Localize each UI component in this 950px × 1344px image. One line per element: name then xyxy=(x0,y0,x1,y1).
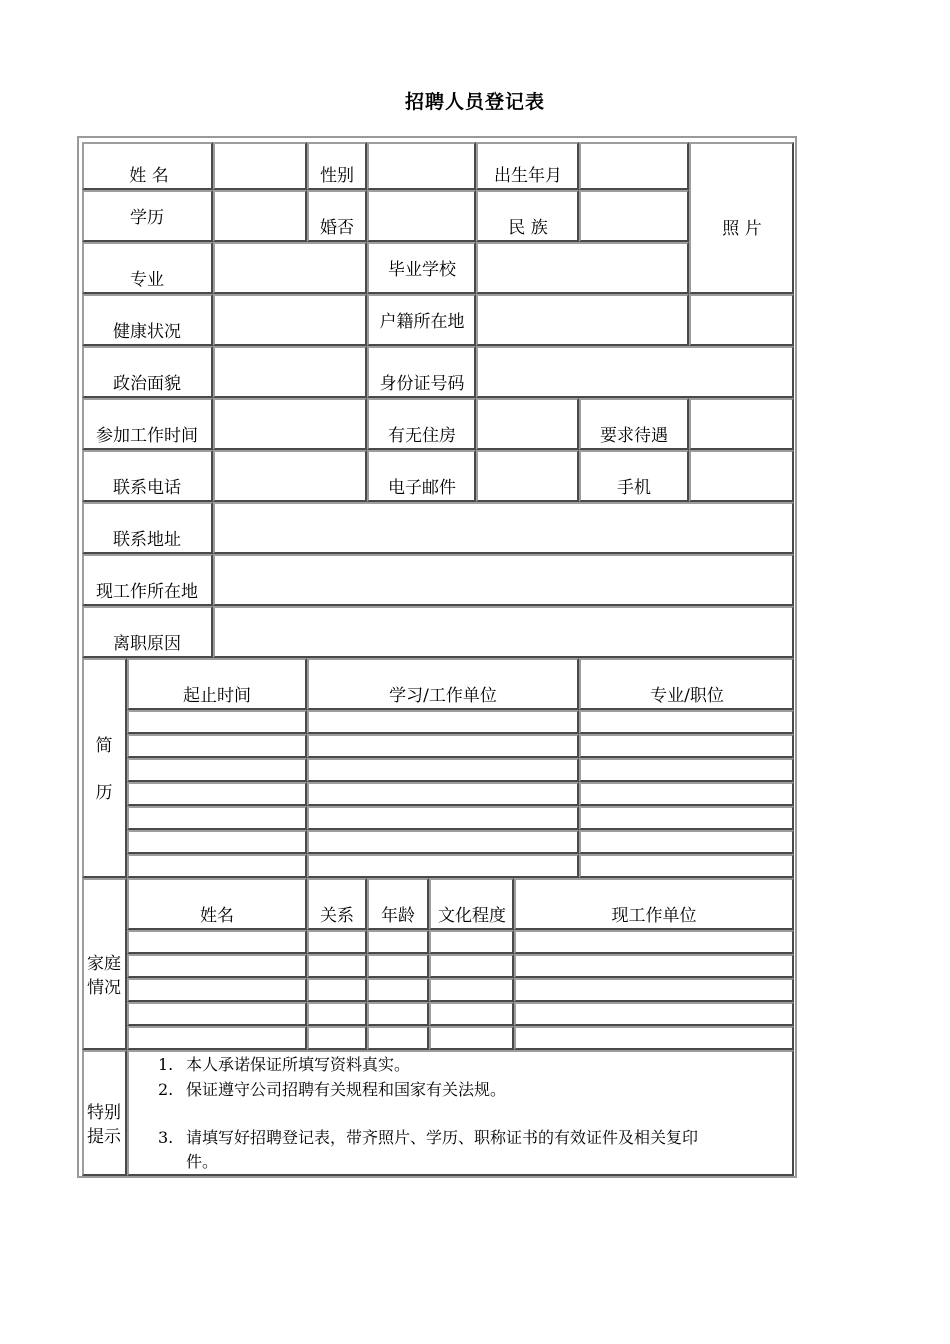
note-item-3-continuation xyxy=(186,1152,218,1172)
email-field[interactable] xyxy=(476,450,579,502)
family-row-1-cell-2[interactable] xyxy=(307,930,367,954)
major-label: 专业 xyxy=(130,270,164,290)
name-field[interactable] xyxy=(213,142,307,190)
phone-label: 联系电话 xyxy=(113,478,181,498)
gender-field[interactable] xyxy=(367,142,476,190)
marital-label-cell xyxy=(307,190,367,242)
salary-label: 要求待遇 xyxy=(600,426,668,446)
major-label-cell xyxy=(82,242,213,294)
birth-label-cell xyxy=(476,142,579,190)
email-label: 电子邮件 xyxy=(388,478,456,498)
family-row-3-cell-3[interactable] xyxy=(367,978,429,1002)
housing-label: 有无住房 xyxy=(388,426,456,446)
resume-row-3-cell-3[interactable] xyxy=(579,758,794,782)
school-field[interactable] xyxy=(476,242,689,294)
family-label-line-1: 家庭 xyxy=(87,954,121,974)
health-label: 健康状况 xyxy=(113,322,181,342)
family-row-1-cell-3[interactable] xyxy=(367,930,429,954)
note-text: 保证遵守公司招聘有关规程和国家有关法规。 xyxy=(186,1080,507,1099)
family-row-1-cell-5[interactable] xyxy=(514,930,794,954)
work-location-field[interactable] xyxy=(213,554,794,606)
note-item-2 xyxy=(158,1080,506,1100)
resume-row-1-cell-2[interactable] xyxy=(307,710,579,734)
leave-reason-label: 离职原因 xyxy=(113,634,181,654)
leave-reason-label-cell xyxy=(82,606,213,658)
mobile-label-cell xyxy=(579,450,689,502)
resume-section-label-cell xyxy=(82,658,127,878)
work-location-label: 现工作所在地 xyxy=(96,582,198,602)
family-row-2-cell-2[interactable] xyxy=(307,954,367,978)
mobile-field[interactable] xyxy=(689,450,794,502)
note-number: 3. xyxy=(158,1128,174,1147)
ethnicity-label-cell xyxy=(476,190,579,242)
hukou-field[interactable] xyxy=(476,294,689,346)
resume-row-2-cell-2[interactable] xyxy=(307,734,579,758)
education-label-cell xyxy=(82,190,213,242)
birth-label: 出生年月 xyxy=(494,166,562,186)
note-text: 请填写好招聘登记表，带齐照片、学历、职称证书的有效证件及相关复印 xyxy=(186,1128,699,1147)
note-item-1 xyxy=(158,1055,410,1075)
family-header-education xyxy=(429,878,514,930)
hukou-extra-field[interactable] xyxy=(689,294,794,346)
major-field[interactable] xyxy=(213,242,367,294)
family-row-5-cell-3[interactable] xyxy=(367,1026,429,1050)
family-row-3-cell-5[interactable] xyxy=(514,978,794,1002)
family-row-4-cell-5[interactable] xyxy=(514,1002,794,1026)
idcard-label: 身份证号码 xyxy=(379,374,465,394)
family-row-5-cell-4[interactable] xyxy=(429,1026,514,1050)
resume-row-2-cell-3[interactable] xyxy=(579,734,794,758)
resume-row-3-cell-1[interactable] xyxy=(127,758,307,782)
education-label: 学历 xyxy=(130,208,164,228)
family-header-age-label: 年龄 xyxy=(381,906,415,926)
marital-field[interactable] xyxy=(367,190,476,242)
family-row-3-cell-4[interactable] xyxy=(429,978,514,1002)
family-header-workplace-label: 现工作单位 xyxy=(611,906,697,926)
housing-label-cell xyxy=(367,398,476,450)
mobile-label: 手机 xyxy=(617,478,651,498)
note-item-3 xyxy=(158,1128,698,1148)
health-field[interactable] xyxy=(213,294,367,346)
resume-row-1-cell-1[interactable] xyxy=(127,710,307,734)
notes-label-line-2: 提示 xyxy=(87,1127,121,1147)
photo-label: 照 片 xyxy=(722,219,762,239)
notes-section-label-cell xyxy=(82,1050,127,1176)
marital-label: 婚否 xyxy=(320,218,354,238)
resume-header-position-label: 专业/职位 xyxy=(650,686,724,706)
political-label-cell xyxy=(82,346,213,398)
gender-label: 性别 xyxy=(320,166,354,186)
political-field[interactable] xyxy=(213,346,367,398)
work-start-label: 参加工作时间 xyxy=(96,426,198,446)
resume-row-4-cell-2[interactable] xyxy=(307,782,579,806)
resume-row-4-cell-3[interactable] xyxy=(579,782,794,806)
resume-row-7-cell-2[interactable] xyxy=(307,854,579,878)
housing-field[interactable] xyxy=(476,398,579,450)
idcard-field[interactable] xyxy=(476,346,794,398)
phone-label-cell xyxy=(82,450,213,502)
family-row-2-cell-1[interactable] xyxy=(127,954,307,978)
family-row-3-cell-2[interactable] xyxy=(307,978,367,1002)
family-row-5-cell-2[interactable] xyxy=(307,1026,367,1050)
note-number: 2. xyxy=(158,1080,174,1099)
family-header-education-label: 文化程度 xyxy=(438,906,506,926)
family-row-2-cell-3[interactable] xyxy=(367,954,429,978)
address-field[interactable] xyxy=(213,502,794,554)
family-row-3-cell-1[interactable] xyxy=(127,978,307,1002)
family-header-name-label: 姓名 xyxy=(200,906,234,926)
resume-header-unit xyxy=(307,658,579,710)
resume-header-position xyxy=(579,658,794,710)
resume-row-7-cell-3[interactable] xyxy=(579,854,794,878)
birth-field[interactable] xyxy=(579,142,689,190)
note-text-continuation: 件。 xyxy=(186,1152,219,1171)
photo-cell[interactable] xyxy=(689,142,794,294)
resume-row-1-cell-3[interactable] xyxy=(579,710,794,734)
note-number: 1. xyxy=(158,1055,174,1074)
salary-field[interactable] xyxy=(689,398,794,450)
salary-label-cell xyxy=(579,398,689,450)
hukou-label-cell xyxy=(367,294,476,346)
notes-label-line-1: 特别 xyxy=(87,1103,121,1123)
family-row-5-cell-5[interactable] xyxy=(514,1026,794,1050)
family-row-4-cell-3[interactable] xyxy=(367,1002,429,1026)
email-label-cell xyxy=(367,450,476,502)
work-start-field[interactable] xyxy=(213,398,367,450)
work-location-label-cell xyxy=(82,554,213,606)
family-header-name xyxy=(127,878,307,930)
family-row-5-cell-1[interactable] xyxy=(127,1026,307,1050)
family-header-relation xyxy=(307,878,367,930)
resume-row-6-cell-1[interactable] xyxy=(127,830,307,854)
resume-row-5-cell-1[interactable] xyxy=(127,806,307,830)
resume-row-4-cell-1[interactable] xyxy=(127,782,307,806)
leave-reason-field[interactable] xyxy=(213,606,794,658)
family-header-age xyxy=(367,878,429,930)
ethnicity-label: 民 族 xyxy=(508,218,548,238)
resume-label-char-1: 简 xyxy=(95,736,113,756)
family-row-4-cell-2[interactable] xyxy=(307,1002,367,1026)
phone-field[interactable] xyxy=(213,450,367,502)
family-row-2-cell-4[interactable] xyxy=(429,954,514,978)
idcard-label-cell xyxy=(367,346,476,398)
family-row-2-cell-5[interactable] xyxy=(514,954,794,978)
political-label: 政治面貌 xyxy=(113,374,181,394)
address-label: 联系地址 xyxy=(113,530,181,550)
health-label-cell xyxy=(82,294,213,346)
gender-label-cell xyxy=(307,142,367,190)
resume-row-5-cell-3[interactable] xyxy=(579,806,794,830)
ethnicity-field[interactable] xyxy=(579,190,689,242)
resume-row-5-cell-2[interactable] xyxy=(307,806,579,830)
form-title: 招聘人员登记表 xyxy=(404,91,545,113)
resume-row-6-cell-2[interactable] xyxy=(307,830,579,854)
resume-label-char-2: 历 xyxy=(95,783,113,803)
address-label-cell xyxy=(82,502,213,554)
family-label-line-2: 情况 xyxy=(87,978,121,998)
note-text: 本人承诺保证所填写资料真实。 xyxy=(186,1055,411,1074)
work-start-label-cell xyxy=(82,398,213,450)
resume-row-2-cell-1[interactable] xyxy=(127,734,307,758)
resume-header-period-label: 起止时间 xyxy=(183,686,251,706)
resume-row-6-cell-3[interactable] xyxy=(579,830,794,854)
family-header-workplace xyxy=(514,878,794,930)
name-label-cell xyxy=(82,142,213,190)
name-label: 姓 名 xyxy=(129,166,169,186)
resume-row-7-cell-1[interactable] xyxy=(127,854,307,878)
school-label-cell xyxy=(367,242,476,294)
school-label: 毕业学校 xyxy=(388,260,456,280)
resume-header-period xyxy=(127,658,307,710)
hukou-label: 户籍所在地 xyxy=(379,312,465,332)
family-section-label-cell xyxy=(82,878,127,1050)
education-field[interactable] xyxy=(213,190,307,242)
family-header-relation-label: 关系 xyxy=(320,906,354,926)
family-row-1-cell-4[interactable] xyxy=(429,930,514,954)
family-row-4-cell-1[interactable] xyxy=(127,1002,307,1026)
resume-header-unit-label: 学习/工作单位 xyxy=(389,686,497,706)
resume-row-3-cell-2[interactable] xyxy=(307,758,579,782)
family-row-1-cell-1[interactable] xyxy=(127,930,307,954)
family-row-4-cell-4[interactable] xyxy=(429,1002,514,1026)
